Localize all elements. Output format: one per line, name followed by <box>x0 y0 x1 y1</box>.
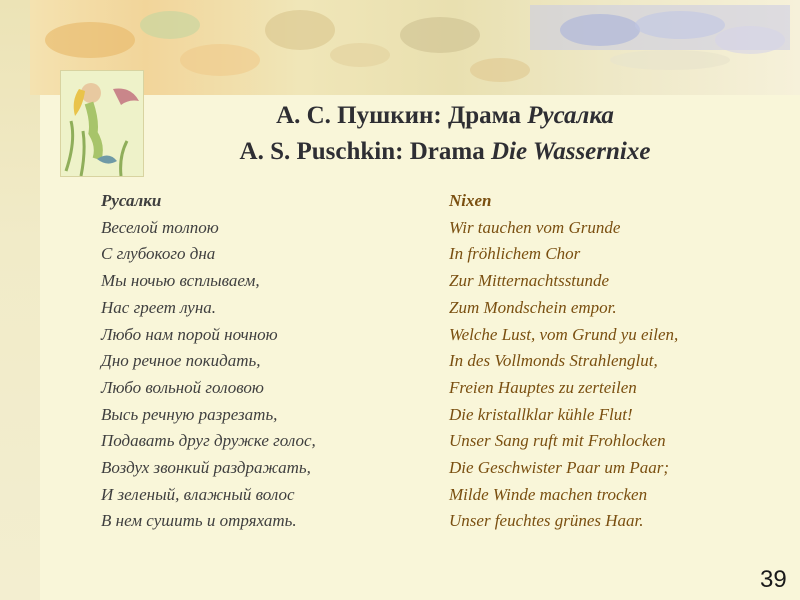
poem-line: Воздух звонкий раздражать, <box>101 458 311 478</box>
poem-line: Нас греет луна. <box>101 297 217 317</box>
poem-line: Дно речное покидать, <box>101 351 261 371</box>
slide-title <box>150 98 740 170</box>
leaves-pattern-icon <box>30 0 800 95</box>
mermaid-illustration-icon <box>60 70 144 177</box>
poem-line: Любо вольной головою <box>101 377 264 397</box>
poem-line: Welche Lust, vom Grund yu eilen, <box>449 324 679 344</box>
poem-line: Wir tauchen vom Grunde <box>449 217 621 237</box>
poem-line: Freien Hauptes zu zerteilen <box>449 377 637 397</box>
poem-line: Die Geschwister Paar um Paar; <box>449 458 670 478</box>
poem-line: In fröhlichem Chor <box>449 244 581 264</box>
title-german: A. S. Puschkin: Drama Die Wassernixe <box>239 138 651 165</box>
russian-heading: Русалки <box>101 191 162 210</box>
autumn-leaves-banner <box>30 0 800 95</box>
poem-line: Zur Mitternachtsstunde <box>449 271 610 291</box>
poem-line: Unser feuchtes grünes Haar. <box>449 511 644 531</box>
poem-line: В нем сушить и отряхать. <box>101 511 297 531</box>
german-poem <box>449 188 678 535</box>
poem-line: In des Vollmonds Strahlenglut, <box>449 351 658 371</box>
russian-poem <box>101 188 316 535</box>
title-russian: А. С. Пушкин: Драма Русалка <box>276 102 614 129</box>
poem-line: И зеленый, влажный волос <box>101 484 295 504</box>
poem-line: Любо нам порой ночною <box>101 324 278 344</box>
poem-line: Milde Winde machen trocken <box>449 484 648 504</box>
poem-line: Веселой толпою <box>101 217 219 237</box>
poem-line: Подавать друг дружке голос, <box>101 431 316 451</box>
poem-line: С глубокого дна <box>101 244 216 264</box>
poem-line: Die kristallklar kühle Flut! <box>449 404 633 424</box>
page-number: 39 <box>760 566 787 593</box>
poem-line: Unser Sang ruft mit Frohlocken <box>449 431 666 451</box>
german-heading: Nixen <box>449 191 492 210</box>
poem-line: Высь речную разрезать, <box>101 404 278 424</box>
poem-line: Zum Mondschein empor. <box>449 297 617 317</box>
poem-line: Мы ночью всплываем, <box>101 271 260 291</box>
